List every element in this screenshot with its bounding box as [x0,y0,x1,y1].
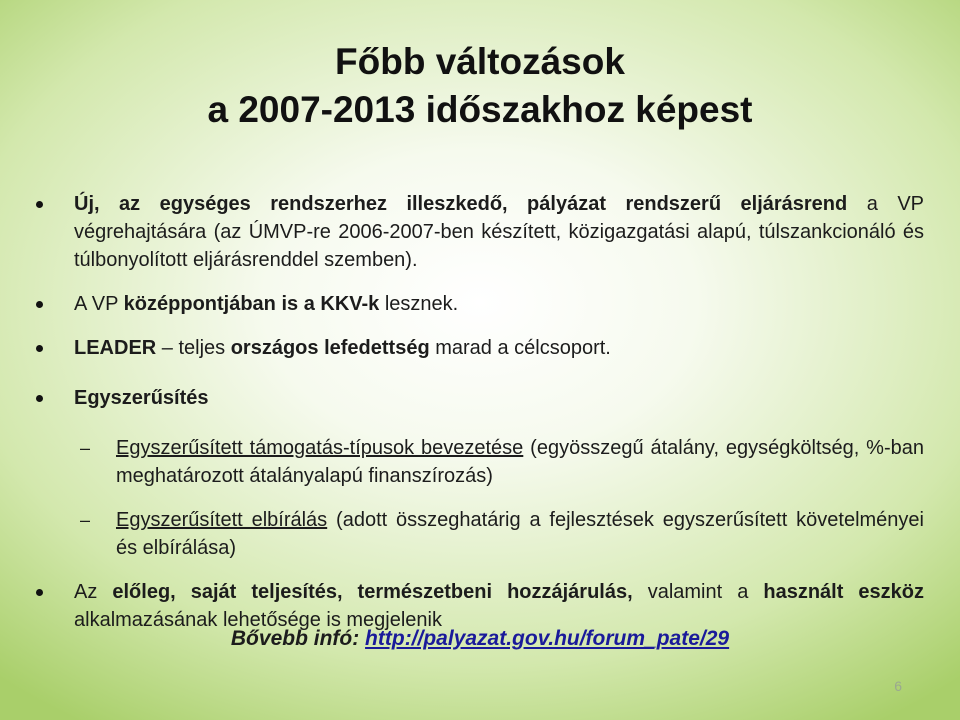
bullet-bold-text: középpontjában is a KKV-k [123,293,380,315]
sub-bullet-text: (egyösszegű átalány, egységköltség, %-ban meghatározott átalányalapú finanszírozás) [116,437,924,487]
bullet-text: A VP [74,293,124,315]
bullet-text: alkalmazásának lehetősége is megjelenik [74,609,442,631]
bullet-new-procedure [36,190,924,274]
bullet-bold-text: Új, az egységes rendszerhez illeszkedő, pályázat rendszerű eljárásrend [74,193,848,215]
slide-title [0,38,960,134]
bullet-bold-text: előleg, saját teljesítés, természetbeni hozzájárulás, [112,581,633,603]
bullet-simplification [36,384,924,412]
bullet-text: valamint a [632,581,764,603]
sub-bullet-underlined-text: Egyszerűsített támogatás-típusok bevezetése [116,437,524,459]
sub-bullet-underlined-text: Egyszerűsített elbírálás [116,509,328,531]
bullet-dot-icon [36,345,43,352]
bullet-bold-text: használt eszköz [763,581,924,603]
bullet-text: marad a célcsoport. [429,337,611,359]
bullet-text: – teljes [156,337,231,359]
bullet-text: a VP végrehajtására (az ÚMVP-re 2006-2007-ben készített, közigazgatási alapú, túlszankcionáló és túlbonyolított eljárásrenddel szemben). [74,193,924,271]
bullet-list [36,190,924,634]
bullet-bold-text: országos lefedettség [230,337,430,359]
bullet-bold-text: LEADER [74,337,157,359]
bullet-kkv [36,290,924,318]
sub-bullet-support-types [36,434,924,490]
bullet-dot-icon [36,201,43,208]
bullet-text: Az [74,581,113,603]
title-line-2: a 2007-2013 időszakhoz képest [207,89,753,130]
dash-icon: – [80,510,91,530]
bullet-leader [36,334,924,362]
dash-icon: – [80,438,91,458]
bullet-text: lesznek. [379,293,459,315]
bullet-bold-text: Egyszerűsítés [74,387,209,409]
bullet-dot-icon [36,589,43,596]
bullet-dot-icon [36,301,43,308]
more-info [0,624,960,654]
more-info-link[interactable]: http://palyazat.gov.hu/forum_pate/29 [365,627,730,650]
page-number: 6 [894,678,902,694]
more-info-label: Bővebb infó: [230,627,366,650]
sub-bullet-evaluation [36,506,924,562]
title-line-1: Főbb változások [335,41,625,82]
bullet-dot-icon [36,395,43,402]
sub-bullet-text: (adott összeghatárig a fejlesztések egyszerűsített követelményei és elbírálása) [116,509,924,559]
